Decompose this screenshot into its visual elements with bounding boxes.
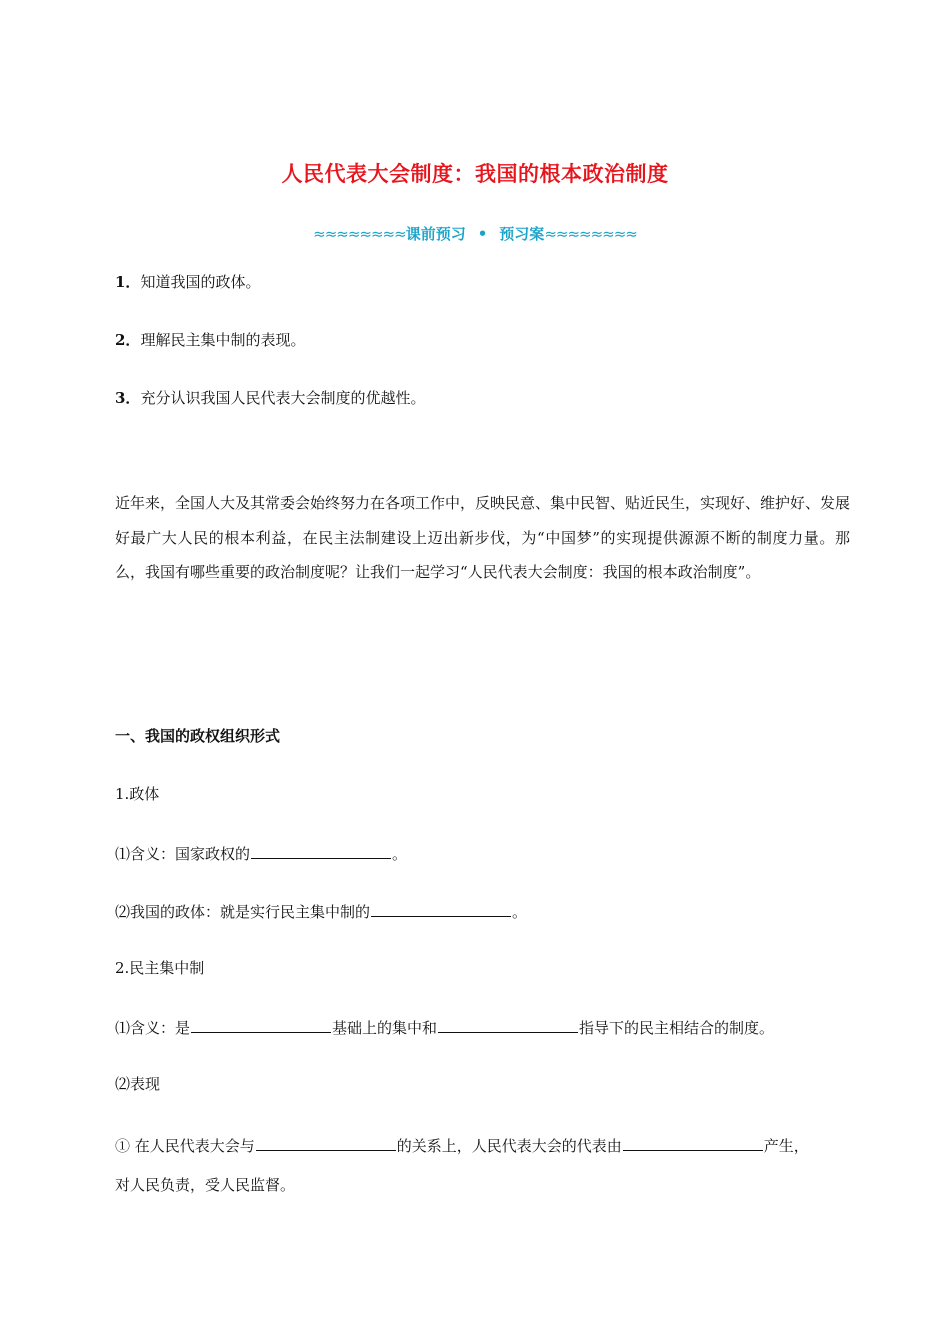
fill-blank[interactable] [623, 1134, 763, 1151]
text-segment: 基础上的集中和 [332, 1019, 438, 1037]
objective-text: 理解民主集中制的表现。 [140, 331, 306, 349]
centralism-manifestation: ⑵表现 [115, 1075, 161, 1093]
section-heading: 一、我国的政权组织形式 [115, 727, 281, 745]
intro-paragraph: 近年来，全国人大及其常委会始终努力在各项工作中，反映民意、集中民智、贴近民生，实现好、维护好、发展好最广大人民的根本利益，在民主法制建设上迈出新步伐，为“中国梦”的实现提供源源不断的制度力量。那么，我国有哪些重要的政治制度呢？让我们一起学习“人民代表大会制度：我国的根本政治制度”。 [115, 494, 851, 581]
text-segment: 。 [512, 903, 528, 921]
manifestation-1 [115, 1134, 809, 1156]
text-segment: ⑴含义：是 [115, 1019, 191, 1037]
text-segment: ⑵我国的政体：就是实行民主集中制的 [115, 903, 371, 921]
objective-number: 2． [115, 331, 141, 349]
objective-3 [115, 388, 425, 408]
polity-meaning [115, 842, 407, 864]
objective-text: 知道我国的政体。 [140, 273, 261, 291]
objective-number: 1． [115, 273, 141, 291]
objective-number: 3． [115, 389, 141, 407]
fill-blank[interactable] [438, 1016, 578, 1033]
fill-blank[interactable] [191, 1016, 331, 1033]
centralism-meaning [115, 1016, 774, 1038]
banner-left-waves: ≈≈≈≈≈≈≈≈ [313, 225, 406, 243]
objective-1 [115, 272, 260, 292]
banner-right-waves: ≈≈≈≈≈≈≈≈ [544, 225, 637, 243]
fill-blank[interactable] [251, 842, 391, 859]
text-segment: ⑴含义：国家政权的 [115, 845, 251, 863]
banner-left-text: 课前预习 [405, 225, 466, 243]
text-segment: 指导下的民主相结合的制度。 [579, 1019, 775, 1037]
objective-text: 充分认识我国人民代表大会制度的优越性。 [140, 389, 426, 407]
text-segment: 的关系上，人民代表大会的代表由 [396, 1137, 622, 1155]
text-segment: 。 [392, 845, 408, 863]
objective-2 [115, 330, 305, 350]
section-banner [0, 223, 950, 244]
subsection-democratic-centralism: 2.民主集中制 [115, 959, 205, 977]
subsection-polity: 1.政体 [115, 785, 160, 803]
text-segment: ① 在人民代表大会与 [115, 1137, 255, 1155]
banner-right-text: 预习案 [499, 225, 545, 243]
banner-dot: • [477, 225, 488, 243]
our-polity [115, 900, 527, 922]
manifestation-1-continued: 对人民负责，受人民监督。 [115, 1176, 296, 1194]
fill-blank[interactable] [256, 1134, 396, 1151]
fill-blank[interactable] [371, 900, 511, 917]
page-title: 人民代表大会制度：我国的根本政治制度 [281, 162, 669, 186]
text-segment: 产生， [763, 1137, 809, 1155]
